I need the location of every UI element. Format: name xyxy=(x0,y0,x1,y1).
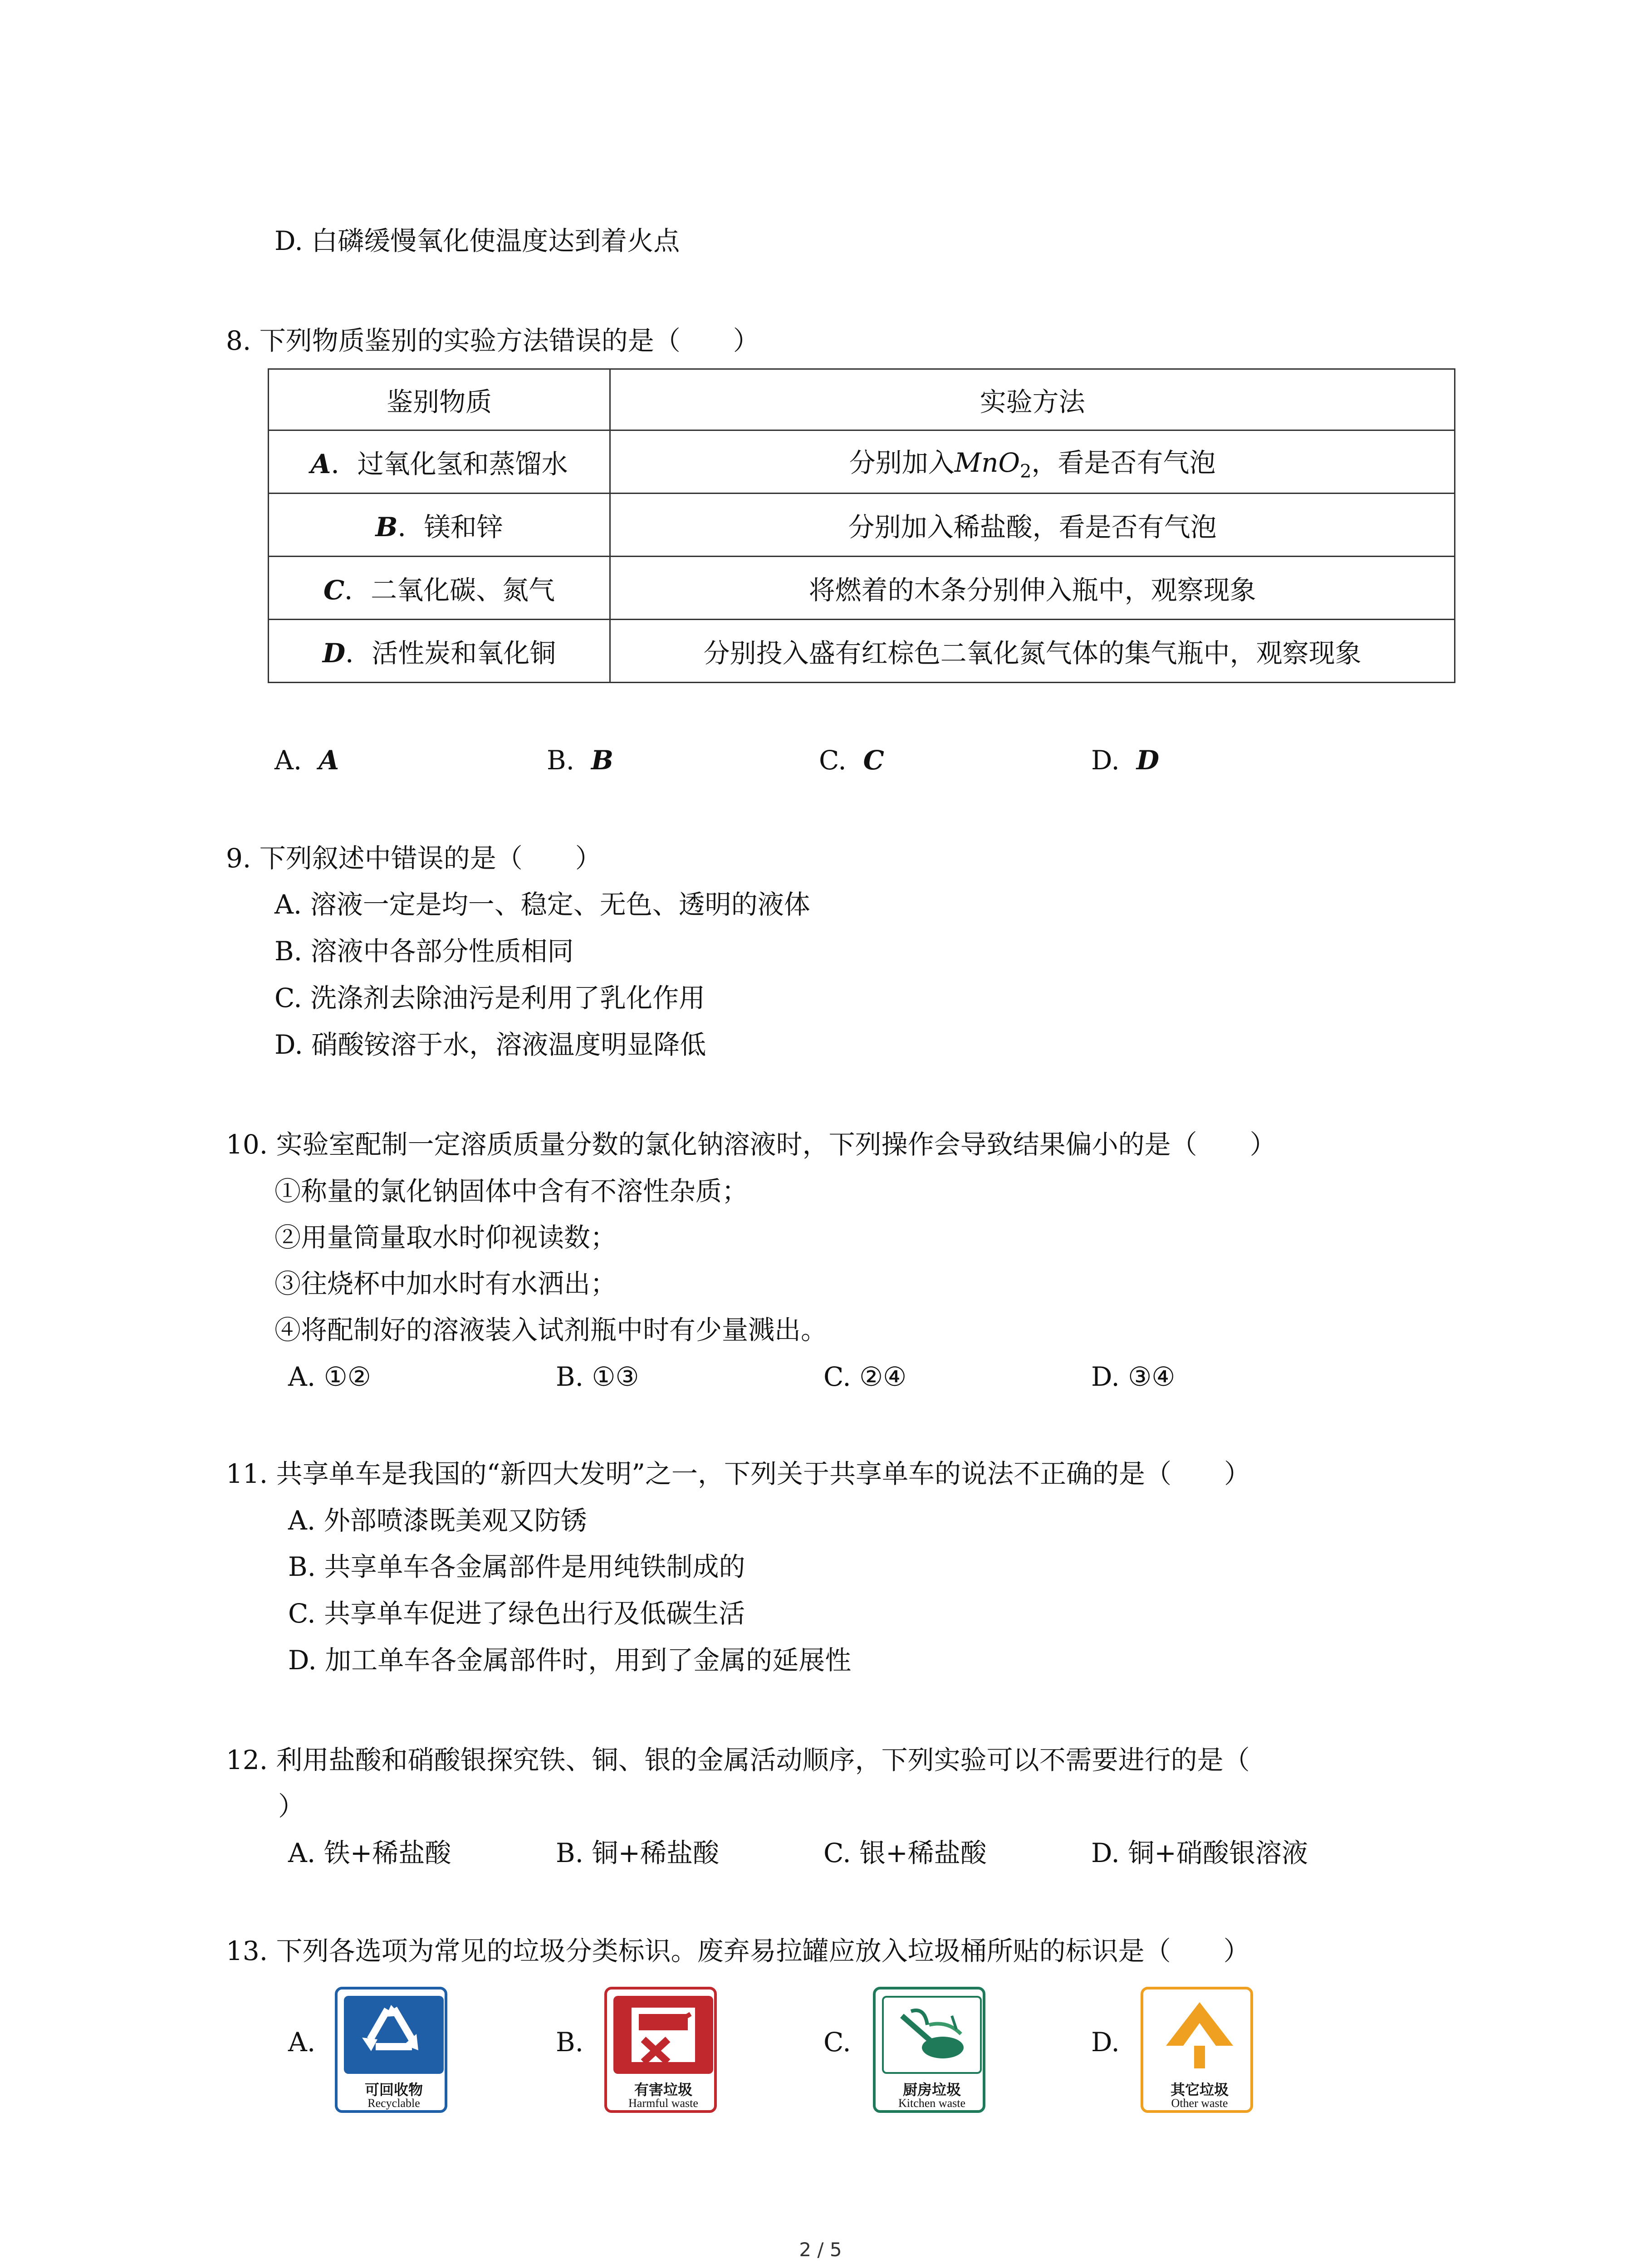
q8-row-d-method: 分别投入盛有红棕色二氧化氮气体的集气瓶中，观察现象 xyxy=(610,620,1455,683)
q13-option-d-label: D. xyxy=(1091,2027,1120,2058)
q10-stem: 10. 实验室配制一定溶质质量分数的氯化钠溶液时，下列操作会导致结果偏小的是（ ） xyxy=(226,1129,1276,1160)
q12-stem: 12. 利用盐酸和硝酸银探究铁、铜、银的金属活动顺序，下列实验可以不需要进行的是（ xyxy=(226,1745,1250,1775)
kitchen-zh: 厨房垃圾 xyxy=(902,2081,961,2098)
harmful-zh: 有害垃圾 xyxy=(634,2081,692,2098)
recyclable-sign xyxy=(335,1987,447,2113)
q11-option-b: B. 共享单车各金属部件是用纯铁制成的 xyxy=(288,1551,745,1582)
q12-option-a: A. 铁+稀盐酸 xyxy=(288,1838,451,1868)
kitchen-icon xyxy=(882,1996,982,2074)
q12-option-d: D. 铜+硝酸银溶液 xyxy=(1091,1838,1308,1868)
page-number: 2 / 5 xyxy=(799,2239,842,2261)
q8-header-method: 实验方法 xyxy=(610,369,1455,430)
q10-item-3: ③往烧杯中加水时有水洒出； xyxy=(274,1268,617,1299)
q8-row-b-method: 分别加入稀盐酸，看是否有气泡 xyxy=(610,494,1455,557)
q8-header-substance: 鉴别物质 xyxy=(269,369,610,430)
q9-option-b: B. 溶液中各部分性质相同 xyxy=(274,936,574,967)
q8-table-header xyxy=(269,369,1455,430)
q9-option-a: A. 溶液一定是均一、稳定、无色、透明的液体 xyxy=(274,889,810,920)
q8-option-a: A. A xyxy=(274,745,339,776)
q8-row-d-substance: D．活性炭和氧化铜 xyxy=(269,620,610,683)
q11-option-a: A. 外部喷漆既美观又防锈 xyxy=(288,1505,587,1536)
q8-stem: 8. 下列物质鉴别的实验方法错误的是（ ） xyxy=(226,325,759,356)
q13-options xyxy=(0,1987,1641,2123)
q13-option-b-label: B. xyxy=(556,2027,584,2058)
q10-option-d: D. ③④ xyxy=(1091,1361,1176,1392)
other-zh: 其它垃圾 xyxy=(1170,2081,1229,2098)
q12-option-c: C. 银+稀盐酸 xyxy=(823,1838,987,1868)
q8-option-d: D. D xyxy=(1091,745,1160,776)
q8-row-c-substance: C．二氧化碳、氮气 xyxy=(269,557,610,620)
recyclable-en: Recyclable xyxy=(367,2097,420,2110)
other-waste-sign xyxy=(1141,1987,1253,2113)
q12-stem-cont: ） xyxy=(278,1791,305,1822)
q8-row-a-method: 分别加入MnO$_2$，看是否有气泡 xyxy=(610,430,1455,494)
q9-option-c: C. 洗涤剂去除油污是利用了乳化作用 xyxy=(274,982,705,1013)
q10-option-a: A. ①② xyxy=(288,1361,371,1392)
table-row xyxy=(269,620,1455,683)
recyclable-zh: 可回收物 xyxy=(364,2081,423,2098)
table-row xyxy=(269,494,1455,557)
q8-table xyxy=(268,368,1455,683)
q13-stem: 13. 下列各选项为常见的垃圾分类标识。废弃易拉罐应放入垃圾桶所贴的标识是（ ） xyxy=(226,1936,1250,1966)
other-waste-icon xyxy=(1150,1996,1249,2074)
q9-stem: 9. 下列叙述中错误的是（ ） xyxy=(226,843,602,874)
q8-row-b-substance: B．镁和锌 xyxy=(269,494,610,557)
q9-option-d: D. 硝酸铵溶于水，溶液温度明显降低 xyxy=(274,1029,706,1060)
q12-option-b: B. 铜+稀盐酸 xyxy=(556,1838,720,1868)
q10-item-1: ①称量的氯化钠固体中含有不溶性杂质； xyxy=(274,1176,749,1207)
kitchen-waste-sign xyxy=(873,1987,985,2113)
q8-option-b: B. B xyxy=(547,745,613,776)
kitchen-en: Kitchen waste xyxy=(898,2097,965,2110)
q11-stem: 11. 共享单车是我国的“新四大发明”之一，下列关于共享单车的说法不正确的是（ ） xyxy=(226,1458,1250,1489)
q7-option-d: D. 白磷缓慢氧化使温度达到着火点 xyxy=(274,225,680,256)
q10-option-b: B. ①③ xyxy=(556,1361,639,1392)
q13-option-a-label: A. xyxy=(288,2027,316,2058)
q10-item-4: ④将配制好的溶液装入试剂瓶中时有少量溅出。 xyxy=(274,1315,828,1345)
q11-option-c: C. 共享单车促进了绿色出行及低碳生活 xyxy=(288,1598,745,1629)
table-row xyxy=(269,430,1455,494)
other-en: Other waste xyxy=(1171,2097,1228,2110)
q10-item-2: ②用量筒量取水时仰视读数； xyxy=(274,1222,617,1253)
q13-option-c-label: C. xyxy=(823,2027,851,2058)
harmful-en: Harmful waste xyxy=(628,2097,698,2110)
q8-row-c-method: 将燃着的木条分别伸入瓶中，观察现象 xyxy=(610,557,1455,620)
harmful-icon xyxy=(613,1996,713,2074)
q8-row-a-substance: A．过氧化氢和蒸馏水 xyxy=(269,430,610,494)
harmful-waste-sign xyxy=(604,1987,717,2113)
q10-option-c: C. ②④ xyxy=(823,1361,907,1392)
q8-option-c: C. C xyxy=(819,745,884,776)
table-row xyxy=(269,557,1455,620)
recycle-icon xyxy=(344,1996,444,2074)
q11-option-d: D. 加工单车各金属部件时，用到了金属的延展性 xyxy=(288,1645,852,1676)
